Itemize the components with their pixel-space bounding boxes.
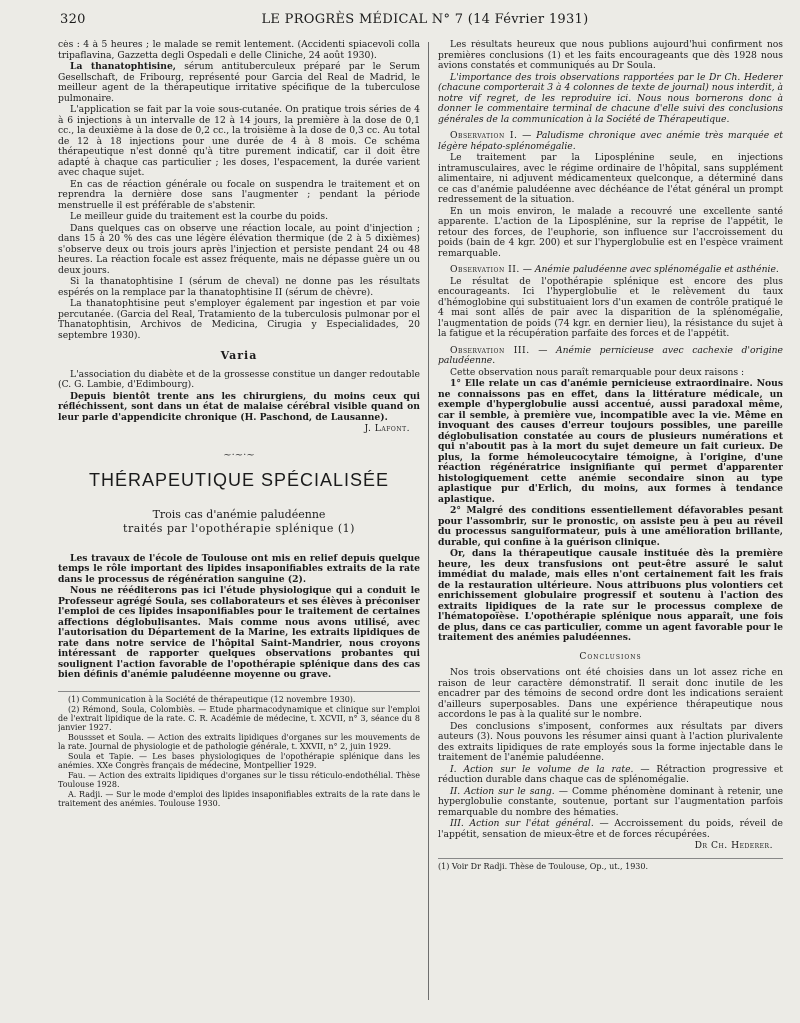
observation-title: — Paludisme chronique avec anémie très marquée et légère hépato-splénomégalie. (438, 130, 783, 152)
paragraph: En cas de réaction générale ou focale on suspendra le traitement et on reprendra la dernière dose sans l'augmenter ; pendant la période menstruelle il est préférable de s'abstenir. (58, 178, 420, 211)
paragraph: Le traitement par la Liposplénine seule, en injections intramusculaires, avec le régime ordinaire de l'hôpital, sans supplément alimentaire, ni adjuvent médicamenteux quelconque, a déterminé dans ce cas d'anémie paludéenne avec déchéance de l'état général un prompt redressement de la situation. (438, 152, 783, 205)
ornament-divider: ~·~·~ (223, 449, 255, 461)
paragraph: cès : 4 à 5 heures ; le malade se remit lentement. (Accidenti spiacevoli colla tripaflavina, Gazzetta degli Ospedali e delle Cliniche, 24 août 1930). (58, 40, 420, 61)
footnote: Fau. — Action des extraits lipidiques d'organes sur le tissu réticulo-endothélial. Thèse Toulouse 1928. (58, 770, 420, 789)
paragraph: Depuis bientôt trente ans les chirurgiens, du moins ceux qui réfléchissent, sont dans un état de malaise cérébral visible quand on leur parle d'appendicite chronique (H. Paschond, de Lausanne). (58, 390, 420, 423)
paragraph: Nos trois observations ont été choisies dans un lot assez riche en raison de leur caractère démonstratif. Il serait donc inutile de les encadrer par des témoins de second ordre dont les indications seraient d'ailleurs superposables. Dans une expérience thérapeutique nous accordons le pas à la qualité sur le nombre. (438, 667, 783, 720)
conclusion-label: I. Action sur le volume de la rate. (450, 763, 634, 775)
paragraph: Les résultats heureux que nous publions aujourd'hui confirment nos premières conclusions (1) et les faits encourageants que dès 1928 nous avions constatés et communiqués au Dr Soula. (438, 40, 783, 71)
paragraph: L'application se fait par la voie sous-cutanée. On pratique trois séries de 4 à 6 injections à un intervalle de 12 à 14 jours, la première à la dose de 0,1 cc., la deuxième à la dose de 0,2 cc., la troisième à la dose de 0,3 cc. Au total de 12 à 18 injections pour une durée de 4 à 8 mois. Ce schéma thérapeutique n'est donné qu'à titre purement indicatif, car il doit être adapté à chaque cas particulier ; les doses, l'espacement, la durée varient avec chaque sujet. (58, 104, 420, 178)
footnotes (58, 691, 420, 808)
paragraph-text: sérum antituberculeux préparé par le Serum Gesellschaft, de Fribourg, représenté pour Garcia del Real de Madrid, le meilleur agent de la thérapeutique irritative spécifique de la tuberculose pulmonaire. (58, 61, 420, 104)
page-number: 320 (60, 12, 86, 27)
signature: J. Lafont. (364, 423, 410, 434)
paragraph (58, 62, 420, 104)
right-column (438, 40, 783, 1010)
lead-term: La thanatophtisine, (70, 61, 176, 72)
paragraph: Or, dans la thérapeutique causale instituée dès la première heure, les deux transfusions ont peut-être assuré le salut immédiat du malade, mais elles n'ont certainement fait les frais de la restauration ultérieure. Nous attribuons plus volontiers cet enrichissement globulaire progressif et soutenu à l'action des extraits lipidiques de la rate sur le processus complexe de l'hématopoïèse. L'opothérapie splénique nous apparaît, une fois de plus, dans ce cas particulier, comme un agent favorable pour le traitement des anémies paludéennes. (438, 548, 783, 643)
paragraph: 1° Elle relate un cas d'anémie pernicieuse extraordinaire. Nous ne connaissons pas en effet, dans la littérature médicale, un exemple d'hyperglobulie aussi accentué, aussi paradoxal même, car il semble, à première vue, incompatible avec la vie. Même en invoquant des causes d'erreur toujours possibles, une pareille déglobulisation constatée au cours de plusieurs numérations et qui n'aboutit pas à la mort du sujet demeure un fait curieux. De plus, la forme hémoleucocytaire témoigne, à l'origine, d'une réaction régénératrice insignifiante qui permet d'apparenter histologiquement cette anémie secondaire sinon au type aplastique pur d'Erlich, du moins, aux formes à tendance aplastique. (438, 378, 783, 505)
conclusion-item (438, 765, 783, 786)
paragraph: La thanatophtisine peut s'employer également par ingestion et par voie percutanée. (Garcia del Real, Tratamiento de la tuberculosis pulmonar por el Thanatophtisin, Archivos de Medicina, Cirugia y Especialidades, 20 septembre 1930). (58, 298, 420, 341)
observation-title: — Anémie pernicieuse avec cachexie d'origine paludéenne. (438, 344, 783, 366)
footnote: Soula et Tapie. — Les bases physiologiques de l'opothérapie splénique dans les anémies. XXe Congrès français de médecine, Montpellier 1929. (58, 751, 420, 770)
observation-heading (438, 265, 783, 276)
footnote: (2) Rémond, Soula, Colombiès. — Etude pharmacodynamique et clinique sur l'emploi de l'extrait lipidique de la rate. C. R. Académie de médecine, t. XCVII, n° 3, séance du 8 janvier 1927. (58, 704, 420, 732)
paragraph: L'association du diabète et de la grossesse constitue un danger redoutable (C. G. Lambie, d'Edimbourg). (58, 368, 420, 390)
paragraph: Nous ne rééditerons pas ici l'étude physiologique qui a conduit le Professeur agrégé Soula, ses collaborateurs et ses élèves à préconiser l'emploi de ces lipides insaponifiables pour le traitement de certaines affections déglobulisantes. Mais comme nous avons utilisé, avec l'autorisation du Département de la Marine, les extraits lipidiques de rate dans notre service de l'hôpital Saint-Mandrier, nous croyons intéressant de rapporter quelques observations probantes qui soulignent l'action favorable de l'opothérapie splénique dans des cas bien définis d'anémie paludéenne moyenne ou grave. (58, 585, 420, 680)
article-title-line-1: Trois cas d'anémie paludéenne (152, 507, 326, 521)
paragraph: Dans quelques cas on observe une réaction locale, au point d'injection ; dans 15 à 20 % des cas une légère élévation thermique (de 2 à 5 dixièmes) s'observe deux ou trois jours après l'injection et persiste pendant 24 ou 48 heures. La réaction focale est assez fréquente, mais ne dépasse guère un ou deux jours. (58, 222, 420, 276)
section-title-conclusions: Conclusions (579, 650, 642, 662)
conclusion-item (438, 787, 783, 819)
paragraph: En un mois environ, le malade a recouvré une excellente santé apparente. L'action de la Liposplénine, sur la reprise de l'appétit, le retour des forces, de l'euphorie, son influence sur l'accroissement du poids (bain de 4 kgr. 200) et sur l'hyperglobulie est en l'espèce vraiment remarquable. (438, 205, 783, 259)
section-title-varia: Varia (220, 349, 258, 362)
observation-title: — Anémie paludéenne avec splénomégalie et asthénie. (519, 264, 779, 275)
footnote: (1) Voir Dr Radji. Thèse de Toulouse, Op., ut., 1930. (438, 858, 783, 871)
signature: Dr Ch. Hederer. (694, 840, 773, 851)
conclusion-text: — Rétraction progressive et réduction durable dans chaque cas de splénomégalie. (438, 763, 783, 785)
page-header (60, 10, 790, 30)
column-divider (428, 42, 429, 1000)
conclusion-text: — Comme phénomène dominant à retenir, une hyperglobulie constante, soutenue, portant sur l'augmentation parfois remarquable du nombre des hématies. (438, 785, 783, 818)
observation-label: Observation III. (450, 344, 530, 356)
observation-label: Observation I. (450, 130, 518, 141)
observation-heading (438, 346, 783, 367)
paragraph: Le résultat de l'opothérapie splénique est encore des plus encourageants. Ici l'hyperglobulie et le relèvement du taux d'hémoglobine qui substituaient lors d'un examen de contrôle pratiqué le 4 mai sont allés de pair avec la disparition de la splénomégalie, l'augmentation de poids (74 kgr. en dernier lieu), la résistance du sujet à la fatigue et la récupération parfaite des forces et de l'appétit. (438, 275, 783, 339)
paragraph: Si la thanatophtisine I (sérum de cheval) ne donne pas les résultats espérés on la remplace par la thanatophtisine II (sérum de chèvre). (58, 276, 420, 298)
journal-title: LE PROGRÈS MÉDICAL N° 7 (14 Février 1931) (261, 12, 589, 27)
left-column (58, 40, 420, 1010)
paragraph: Les travaux de l'école de Toulouse ont mis en relief depuis quelque temps le rôle important des lipides insaponifiables extraits de la rate dans le processus de régénération sanguine (2). (58, 552, 420, 585)
article-title-line-2: traités par l'opothérapie splénique (1) (123, 521, 355, 535)
paragraph: Le meilleur guide du traitement est la courbe du poids. (70, 211, 329, 222)
footnote: Boussset et Soula. — Action des extraits lipidiques d'organes sur les mouvements de la rate. Journal de physiologie et de pathologie générale, t. XXVII, n° 2, juin 1929. (58, 732, 420, 751)
conclusion-text: — Accroissement du poids, réveil de l'appétit, sensation de mieux-être et de forces récupérées. (438, 818, 783, 840)
conclusion-label: III. Action sur l'état général. (450, 818, 594, 829)
footnote: (1) Communication à la Société de thérapeutique (12 novembre 1930). (68, 694, 356, 704)
conclusion-label: II. Action sur le sang. (450, 785, 555, 797)
conclusion-item (438, 819, 783, 840)
paragraph: 2° Malgré des conditions essentiellement défavorables pesant pour l'assombrir, sur le pronostic, on assiste peu à peu au réveil du processus sanguiformateur, puis à une amélioration brillante, durable, qui confine à la guérison clinique. (438, 505, 783, 548)
article-title (58, 508, 420, 536)
section-title-therapeutique: THÉRAPEUTIQUE SPÉCIALISÉE (88, 470, 390, 490)
observation-label: Observation II. (450, 264, 520, 275)
paragraph: Des conclusions s'imposent, conformes aux résultats par divers auteurs (3). Nous pouvons les résumer ainsi quant à l'action plurivalente des extraits lipidiques de rate employés sous la forme injectable dans le traitement de l'anémie paludéenne. (438, 720, 783, 763)
paragraph: L'importance des trois observations rapportées par le Dr Ch. Hederer (chacune comporterait 3 à 4 colonnes de texte de journal) nous interdit, à notre vif regret, de les reproduire ici. Nous nous bornerons donc à donner le commentaire terminal de chacune d'elle suivi des conclusions générales de la communication à la Société de Thérapeutique. (438, 71, 783, 125)
paragraph: Cette observation nous paraît remarquable pour deux raisons : (450, 366, 745, 378)
observation-heading (438, 131, 783, 152)
footnote: A. Radji. — Sur le mode d'emploi des lipides insaponifiables extraits de la rate dans le traitement des anémies. Toulouse 1930. (58, 789, 420, 808)
